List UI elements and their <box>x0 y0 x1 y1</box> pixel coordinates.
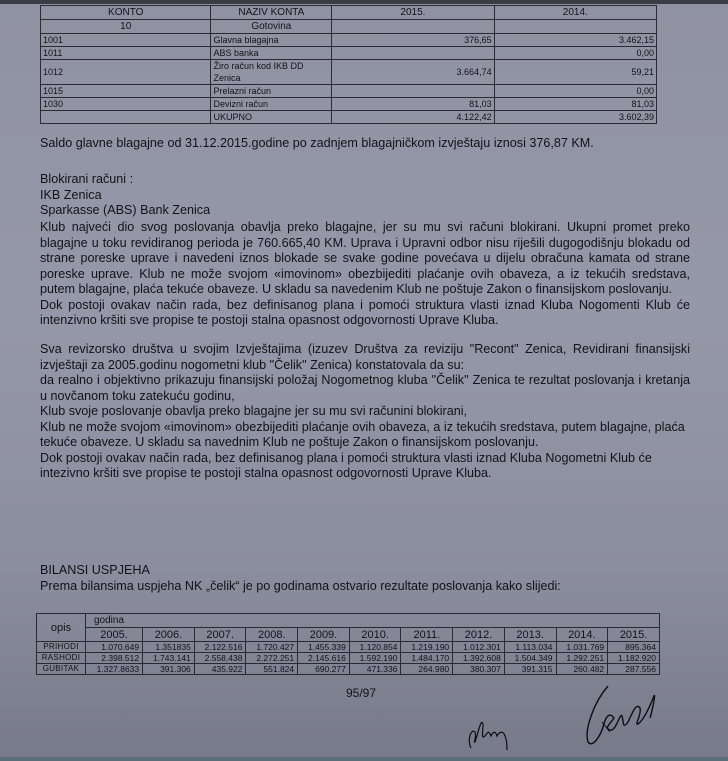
saldo-statement: Saldo glavne blagajne od 31.12.2015.godine po zadnjem blagajničkom izvještaju iznosi 376,87 KM. <box>40 136 594 150</box>
header-naziv-konta: NAZIV KONTA <box>211 6 332 20</box>
konto-cell <box>41 111 211 124</box>
value-2014-cell: 81,03 <box>494 98 656 111</box>
year-header: 2014. <box>556 628 608 642</box>
godina-header: godina <box>86 614 660 628</box>
konto-table-header <box>41 6 657 20</box>
audit-paragraph <box>40 342 690 482</box>
value-cell: 1.484.170 <box>401 653 453 664</box>
year-header: 2005. <box>86 628 143 642</box>
table-row <box>37 642 660 653</box>
value-cell: 1.327.8633 <box>86 664 143 675</box>
value-2015-cell: 3.664,74 <box>332 60 494 85</box>
value-cell: 1.592.190 <box>349 653 401 664</box>
naziv-cell: Prelazni račun <box>211 85 332 98</box>
naziv-cell: Žiro račun kod IKB DD Zenica <box>211 60 332 85</box>
value-2015-cell: 376,65 <box>332 34 494 47</box>
paragraph-text: Klub svoje poslovanje obavlja preko blagajne jer su mu svi računini blokirani, <box>40 404 468 418</box>
value-cell: 391.306 <box>143 664 195 675</box>
paragraph-text: Dok postoji ovakav način rada, bez definisanog plana i pomoći struktura vlasti iznad Kluba Nogometni Klub će intezivno kršiti sve propise te postoji stalna opasnost odgovornosti Uprave Kluba. <box>40 450 652 480</box>
opis-header: opis <box>37 614 86 642</box>
total-2014-cell: 3.602,39 <box>494 111 656 124</box>
value-cell: 1.292.251 <box>556 653 608 664</box>
year-header: 2011. <box>401 628 453 642</box>
value-cell: 1.504.349 <box>504 653 556 664</box>
naziv-cell: ABS banka <box>211 47 332 60</box>
year-header: 2010. <box>349 628 401 642</box>
value-2014-cell: 0,00 <box>494 47 656 60</box>
bottom-edge <box>0 757 728 761</box>
value-cell: 260.482 <box>556 664 608 675</box>
signature-2 <box>580 682 660 752</box>
value-cell: 1.012.301 <box>453 642 505 653</box>
value-cell: 551.824 <box>246 664 298 675</box>
section-intro: Prema bilansima uspjeha NK „čelik“ je po godinama ostvario rezultate poslovanja kako slijedi: <box>40 578 561 593</box>
table-row <box>37 653 660 664</box>
value-cell: 1.031.769 <box>556 642 608 653</box>
konto-cell: 1012 <box>41 60 211 85</box>
paragraph-text: Klub najveći dio svog poslovanja obavlja preko blagajne, jer su mu svi računi blokirani. Ukupni promet preko blagajne u toku revidiranog perioda je 760.665,40 KM. Uprava i Upravni odbor nisu riješili dugogodišnju blokadu od strane poreske uprave i navedeni iznos blokade se svake godine povećava u dijelu obračuna kamata od strane poreske uprave. Klub ne može svojom «imovinom» obezbijediti plaćanje ovih obaveza, a iz tekućih sredstava, putem blagajne, plaća tekuće obaveze. U skladu sa navedenim Klub ne poštuje Zakon o finansijskom poslovanju. <box>40 220 690 296</box>
value-cell: 391.315 <box>504 664 556 675</box>
year-header: 2009. <box>298 628 350 642</box>
club-paragraph <box>40 220 690 329</box>
naziv-cell: Devizni račun <box>211 98 332 111</box>
blocked-account-item: Sparkasse (ABS) Bank Zenica <box>40 203 211 217</box>
results-header-row <box>37 614 660 628</box>
naziv-cell: Glavna blagajna <box>211 34 332 47</box>
value-cell: 2.558.438 <box>194 653 246 664</box>
total-2015-cell: 4.122,42 <box>332 111 494 124</box>
konto-cell: 1030 <box>41 98 211 111</box>
group-empty <box>332 20 494 34</box>
signature-1 <box>465 710 525 755</box>
header-konto: KONTO <box>41 6 211 20</box>
value-cell: 2.398.512 <box>86 653 143 664</box>
group-konto: 10 <box>41 20 211 34</box>
value-2015-cell: 81,03 <box>332 98 494 111</box>
header-2015: 2015. <box>332 6 494 20</box>
value-cell: 2.122.516 <box>194 642 246 653</box>
table-row <box>41 47 657 60</box>
row-label: GUBITAK <box>37 664 86 675</box>
paragraph-text: Klub ne može svojom «imovinom» obezbijediti plaćanje ovih obaveza, a iz tekućih sredstava, putem blagajne, plaća tekuće obaveze. U skladu sa navednim Klub ne poštuje Zakon o finansijskom poslovanju. <box>40 419 685 449</box>
value-cell: 1.455.339 <box>298 642 350 653</box>
value-cell: 1.120.854 <box>349 642 401 653</box>
value-cell: 1.113.034 <box>504 642 556 653</box>
konto-cell: 1001 <box>41 34 211 47</box>
konto-table <box>40 5 657 124</box>
bilansi-section <box>40 563 690 594</box>
year-header: 2006. <box>143 628 195 642</box>
year-header: 2013. <box>504 628 556 642</box>
row-label: PRIHODI <box>37 642 86 653</box>
value-cell: 1.219.190 <box>401 642 453 653</box>
value-cell: 690.277 <box>298 664 350 675</box>
konto-cell: 1011 <box>41 47 211 60</box>
years-row <box>37 628 660 642</box>
header-2014: 2014. <box>494 6 656 20</box>
table-row <box>41 60 657 85</box>
row-label: RASHODI <box>37 653 86 664</box>
value-cell: 895.364 <box>608 642 660 653</box>
year-header: 2008. <box>246 628 298 642</box>
paragraph-text: Dok postoji ovakav način rada, bez definisanog plana i pomoći struktura vlasti iznad Kluba Nogomenti Klub će intenzivno kršiti sve propise te postoji stalna opasnost odgovornosti Uprave Kluba. <box>40 297 690 327</box>
value-cell: 1.182.920 <box>608 653 660 664</box>
naziv-cell: UKUPNO <box>211 111 332 124</box>
paragraph-text: da realno i objektivno prikazuju finansijski položaj Nogometnog kluba "Čelik" Zenica te rezultat poslovanja i kretanja u novčanom toku zatekuću godinu, <box>40 373 690 403</box>
value-cell: 2.272.251 <box>246 653 298 664</box>
table-row <box>41 98 657 111</box>
table-row <box>37 664 660 675</box>
year-header: 2012. <box>453 628 505 642</box>
table-row <box>41 85 657 98</box>
results-table <box>36 613 660 675</box>
blocked-accounts <box>40 172 690 219</box>
blocked-account-item: IKB Zenica <box>40 187 102 202</box>
year-header: 2015. <box>608 628 660 642</box>
blocked-accounts-title: Blokirani računi : <box>40 172 134 186</box>
value-2015-cell <box>332 47 494 60</box>
value-cell: 1.720.427 <box>246 642 298 653</box>
value-cell: 1.392.608 <box>453 653 505 664</box>
value-cell: 2.145.616 <box>298 653 350 664</box>
value-2014-cell: 3.462,15 <box>494 34 656 47</box>
value-cell: 435.922 <box>194 664 246 675</box>
value-cell: 264.980 <box>401 664 453 675</box>
table-row <box>41 34 657 47</box>
value-cell: 1.070.649 <box>86 642 143 653</box>
value-2015-cell <box>332 85 494 98</box>
value-cell: 1.351835 <box>143 642 195 653</box>
paragraph-text: Sva revizorsko društva u svojim Izvještajima (izuzev Društva za reviziju "Recont" Zenica, Revidirani finansijski izvještaji za 2005.godinu nogometni klub "Čelik" Zenica) konstatovala da su: <box>40 342 690 372</box>
konto-group-row <box>41 20 657 34</box>
value-2014-cell: 59,21 <box>494 60 656 85</box>
value-cell: 380.307 <box>453 664 505 675</box>
value-cell: 471.336 <box>349 664 401 675</box>
page-number: 95/97 <box>346 686 377 700</box>
konto-cell: 1015 <box>41 85 211 98</box>
total-row <box>41 111 657 124</box>
value-2014-cell: 0,00 <box>494 85 656 98</box>
year-header: 2007. <box>194 628 246 642</box>
group-empty <box>494 20 656 34</box>
section-heading: BILANSI USPJEHA <box>40 563 150 577</box>
value-cell: 287.556 <box>608 664 660 675</box>
value-cell: 1.743.141 <box>143 653 195 664</box>
group-naziv: Gotovina <box>211 20 332 34</box>
